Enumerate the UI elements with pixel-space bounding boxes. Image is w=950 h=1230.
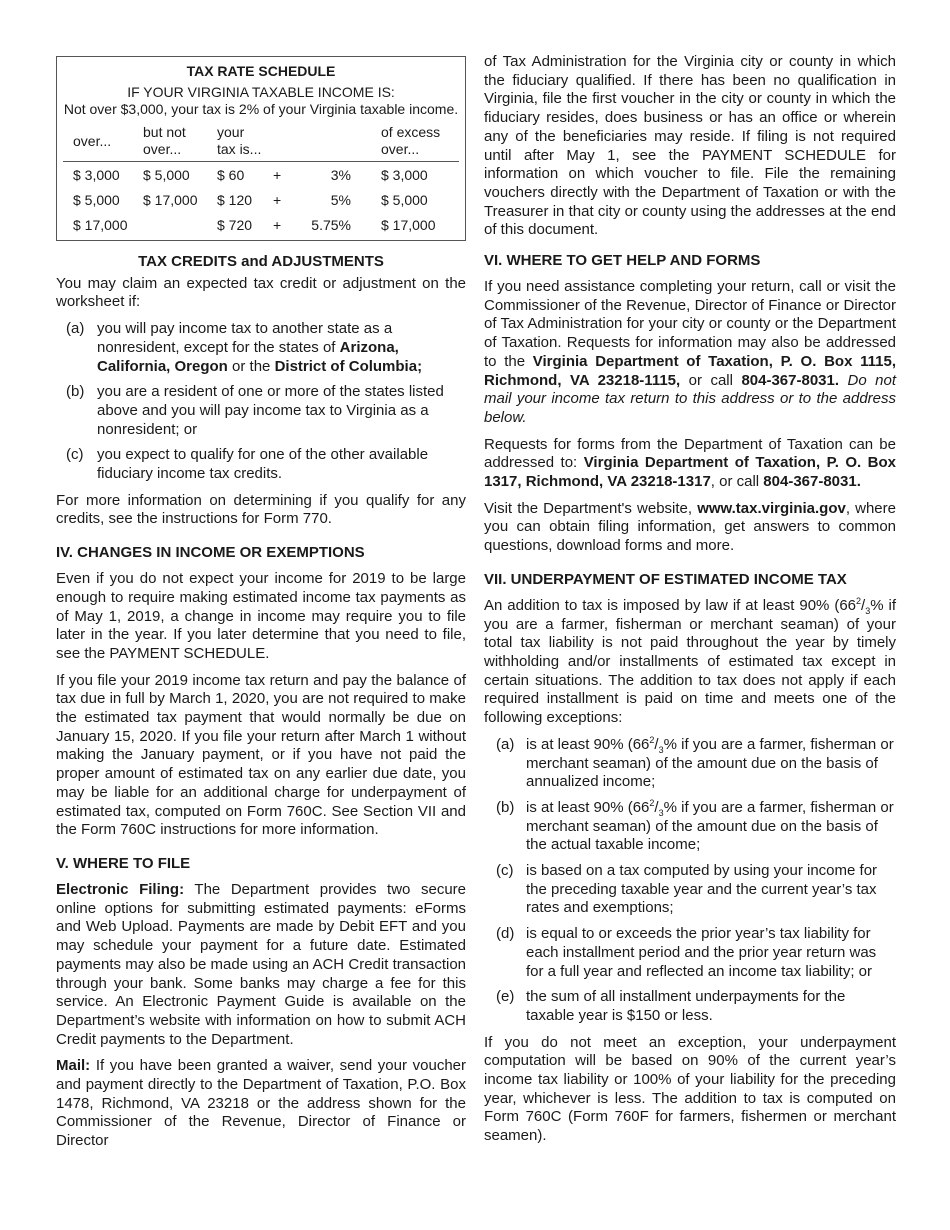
cell-excess-over: $ 17,000 (381, 217, 436, 233)
table-header-row (63, 122, 459, 162)
tax-rate-schedule (56, 56, 466, 241)
credits-list (56, 320, 466, 484)
list-item-label: (a) (496, 735, 515, 753)
cell-plus: + (273, 167, 282, 183)
list-item (484, 925, 896, 981)
list-item-text: is at least 90% ($66^2/_3\%$ if you are a farmer, fisherman or merchant seaman) of the amount due on the basis of the actual taxable income; (526, 797, 894, 854)
list-item-text: is at least 90% ($66^2/_3\%$ if you are a farmer, fisherman or merchant seaman) of the amount due on the basis of annualized income; (526, 734, 894, 791)
table-row (63, 162, 459, 188)
section-4-heading: IV. CHANGES IN INCOME OR EXEMPTIONS (56, 544, 365, 562)
cell-rate: 3% (330, 167, 351, 183)
list-item-label: (c) (66, 446, 84, 464)
list-item-label: (b) (66, 383, 85, 401)
col-header-over: over... (63, 122, 139, 162)
electronic-filing-paragraph: Electronic Filing: The Department provides two secure online options for submitting estimated payments: eForms and Web Upload. Payments are made by Debit EFT and you may schedule your payment for a future date. Estimated payments may also be made using an ACH Credit transaction through your bank. Some banks may charge a fee for this service. An Electronic Payment Guide is available on the Department’s website with information on how to submit ACH Credit payments to the Department. (56, 880, 466, 1048)
website-link[interactable]: www.tax.virginia.gov (697, 499, 846, 517)
right-column (484, 53, 896, 1154)
section-7-intro: An addition to tax is imposed by law if at least 90% ($66^2/_3\%$ if you are a farmer, fisherman or merchant seaman) of your total tax liability is not paid throughout the year by timely withholding and/or installments of estimated tax except in certain situations. The addition to tax does not apply if each required installment is paid on time and meets one of the following exceptions: (484, 595, 896, 727)
table-row (63, 187, 459, 212)
cell-over: $ 3,000 (73, 167, 120, 183)
credits-heading: TAX CREDITS and ADJUSTMENTS (138, 253, 384, 270)
col-header-rate (297, 122, 355, 162)
cell-excess-over: $ 3,000 (381, 167, 428, 183)
section-6-paragraph-2: Requests for forms from the Department of Taxation can be addressed to: Virginia Department of Taxation, P. O. Box 1317, Richmond, VA 23218-1317, or call 804-367-8031. (484, 435, 896, 491)
cell-tax: $ 60 (217, 167, 245, 183)
cell-but-not-over: $ 17,000 (143, 192, 198, 208)
cell-tax: $ 120 (217, 192, 253, 208)
mail-paragraph: Mail: If you have been granted a waiver, send your voucher and payment directly to the Department of Taxation, P.O. Box 1478, Richmond, VA 23218 or the address shown for the Commissioner of the Revenue, Director of Finance or Director (56, 1057, 466, 1150)
mail-label: Mail: (56, 1057, 91, 1075)
list-item (484, 988, 896, 1025)
list-item-text: you expect to qualify for one of the other available fiduciary income tax credits. (97, 446, 429, 483)
cell-rate: 5.75% (311, 217, 351, 233)
list-item-label: (e) (496, 988, 515, 1006)
list-item-label: (a) (66, 320, 85, 338)
tax-rate-schedule-title: TAX RATE SCHEDULE (186, 63, 336, 79)
cell-tax: $ 720 (217, 217, 253, 233)
electronic-filing-label: Electronic Filing: (56, 880, 185, 898)
cell-over: $ 17,000 (73, 217, 128, 233)
col-header-your-tax-is: your tax is... (213, 122, 269, 162)
section-4-paragraph-2: If you file your 2019 income tax return and pay the balance of tax due in full by March 1, 2020, you are not required to make the estimated tax payment that would normally be due on January 15, 2020. If you file your return after March 1 without making the January payment, or if you have not paid the proper amount of estimated tax on any earlier due date, you may be liable for an additional charge for underpayment of estimated tax, computed on Form 760C. See Section VII and the Form 760C instructions for more information. (56, 671, 466, 839)
section-5-heading: V. WHERE TO FILE (56, 854, 191, 872)
col-header-but-not-over: but not over... (139, 122, 213, 162)
exceptions-list (484, 736, 896, 1026)
cell-but-not-over (139, 212, 213, 237)
list-item-label: (c) (496, 862, 514, 880)
list-item (56, 383, 466, 439)
list-item (484, 862, 896, 918)
list-item (56, 320, 466, 376)
list-item (56, 446, 466, 483)
section-6-paragraph-1: If you need assistance completing your return, call or visit the Commissioner of the Revenue, Director of Finance or Director of Tax Administration for your city or county or the Department of Taxation. Requests for information may also be addressed to the Virginia Department of Taxation, P. O. Box 1115, Richmond, VA 23218-1115, or call 804-367-8031. Do not mail your income tax return to this address or to the address below. (484, 278, 896, 426)
section-7-outro: If you do not meet an exception, your underpayment computation will be based on 90% of the current year’s income tax liability or 100% of your liability for the preceding year, whichever is less. The addition to tax is computed on Form 760C (Form 760F for farmers, fishermen or merchant seamen). (484, 1033, 896, 1145)
list-item (484, 736, 896, 792)
col-header-plus (269, 122, 297, 162)
section-4-paragraph-1: Even if you do not expect your income for 2019 to be large enough to require making estimated income tax payments as of May 1, 2019, a change in income may require you to file later in the year. If you later determine that you need to file, see the PAYMENT SCHEDULE. (56, 570, 466, 662)
tax-rate-schedule-subtitle: IF YOUR VIRGINIA TAXABLE INCOME IS: (127, 84, 395, 100)
credits-intro: You may claim an expected tax credit or adjustment on the worksheet if: (56, 274, 466, 311)
cell-but-not-over: $ 5,000 (143, 167, 190, 183)
list-item-label: (d) (496, 925, 515, 943)
section-6-heading: VI. WHERE TO GET HELP AND FORMS (484, 252, 761, 270)
col-header-of-excess-over: of excess over... (355, 122, 459, 162)
cell-plus: + (273, 217, 282, 233)
list-item-text: you will pay income tax to another state as a nonresident, except for the states of Arizona, California, Oregon or the District of Columbia; (97, 320, 423, 375)
list-item-text: the sum of all installment underpayments for the taxable year is $150 or less. (526, 988, 846, 1024)
cell-excess-over: $ 5,000 (381, 192, 428, 208)
list-item (484, 799, 896, 855)
list-item-text: is equal to or exceeds the prior year’s tax liability for each installment period and the prior year return was for a full year and reflected an income tax liability; or (526, 925, 877, 980)
table-row (63, 212, 459, 237)
credits-outro: For more information on determining if you qualify for any credits, see the instructions for Form 770. (56, 491, 466, 528)
cell-rate: 5% (330, 192, 351, 208)
list-item-label: (b) (496, 798, 515, 816)
left-column (56, 53, 466, 1151)
cell-plus: + (273, 192, 282, 208)
mail-paragraph-continued: of Tax Administration for the Virginia city or county in which the fiduciary qualified. If there has been no qualification in Virginia, file the first voucher in the city or county in which the fiduciary resides, does business or has an office or wherein any of the beneficiaries may reside. If filing is not required until after May 1, see the PAYMENT SCHEDULE for information on which voucher to file. File the remaining vouchers directly with the Department of Taxation or with the Treasurer in that city or county using the addresses at the end of this document. (484, 53, 896, 239)
section-6-paragraph-3: Visit the Department's website, www.tax.virginia.gov, where you can obtain filing information, get answers to common questions, download forms and more. (484, 499, 896, 555)
list-item-text: is based on a tax computed by using your income for the preceding taxable year and the current year’s tax rates and exemptions; (526, 862, 878, 917)
list-item-text: you are a resident of one or more of the states listed above and you will pay income tax to Virginia as a nonresident; or (97, 383, 444, 438)
tax-rate-table (63, 122, 459, 237)
cell-over: $ 5,000 (73, 192, 120, 208)
tax-rate-schedule-note: Not over $3,000, your tax is 2% of your Virginia taxable income. (63, 101, 459, 117)
section-7-heading: VII. UNDERPAYMENT OF ESTIMATED INCOME TAX (484, 570, 847, 588)
